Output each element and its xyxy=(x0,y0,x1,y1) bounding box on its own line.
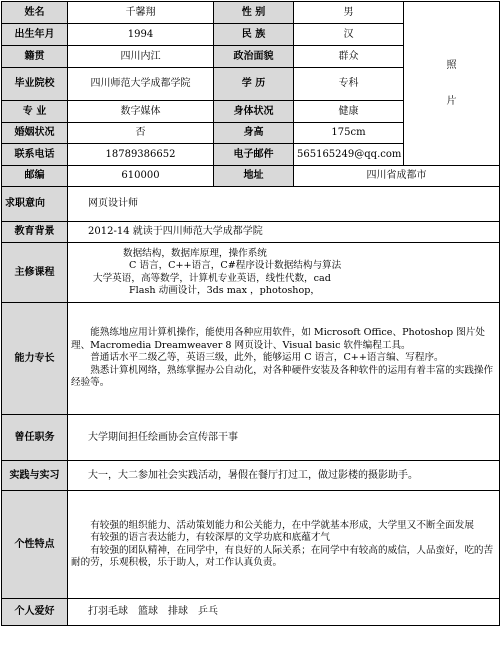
birth-label: 出生年月 xyxy=(2,24,68,46)
positions-label: 曾任职务 xyxy=(2,415,68,461)
degree-label: 学 历 xyxy=(214,68,294,101)
row-positions xyxy=(2,415,500,461)
photo-text-1: 照 xyxy=(446,59,457,71)
political-value: 群众 xyxy=(294,46,404,68)
major-value: 数字媒体 xyxy=(68,101,214,123)
gender-value: 男 xyxy=(294,2,404,24)
traits-paragraph-3: 有较强的团队精神，在同学中，有良好的人际关系；在同学中有较高的威信，人品蛮好，吃的苦耐的劳，乐观积极，乐于助人，对工作认真负责。 xyxy=(71,544,494,568)
courses-label: 主修课程 xyxy=(2,243,68,303)
traits-value xyxy=(68,491,500,599)
hobbies-label: 个人爱好 xyxy=(2,599,68,626)
email-value: 565165249@qq.com xyxy=(294,144,404,166)
ethnicity-label: 民 族 xyxy=(214,24,294,46)
education-label: 教育背景 xyxy=(2,222,68,243)
skills-paragraph-1: 能熟练地应用计算机操作，能使用各种应用软件，如 Microsoft Office、Photoshop 图片处理、Macromedia Dreamweaver 8 网页设计、Visual basic 软件编程工具。 xyxy=(71,327,485,351)
postcode-label: 邮编 xyxy=(2,166,68,187)
native-label: 籍贯 xyxy=(2,46,68,68)
row-education xyxy=(2,222,500,243)
course-line-1: 数据结构，数据库原理，操作系统 xyxy=(123,247,267,259)
traits-label: 个性特点 xyxy=(2,491,68,599)
skills-paragraph-2: 普通话水平二级乙等，英语三级，此外，能够运用 C 语言，C++语言编、写程序。 xyxy=(90,352,444,364)
intent-label: 求职意向 xyxy=(2,187,68,222)
course-line-2: C 语言，C++语言，C#程序设计数据结构与算法 xyxy=(129,260,342,271)
row-courses xyxy=(2,243,500,303)
email-label: 电子邮件 xyxy=(214,144,294,166)
degree-value: 专科 xyxy=(294,68,404,101)
row-intent xyxy=(2,187,500,222)
birth-value: 1994 xyxy=(68,24,214,46)
positions-value: 大学期间担任绘画协会宣传部干事 xyxy=(68,415,500,461)
photo-text-2: 片 xyxy=(446,95,457,107)
major-label: 专 业 xyxy=(2,101,68,123)
practice-value: 大一，大二参加社会实践活动，暑假在餐厅打过工，做过影楼的摄影助手。 xyxy=(68,461,500,491)
health-value: 健康 xyxy=(294,101,404,123)
marital-label: 婚姻状况 xyxy=(2,123,68,144)
traits-paragraph-1: 有较强的组织能力、活动策划能力和公关能力，在中学就基本形成，大学里又不断全面发展 xyxy=(90,519,474,531)
school-value: 四川师范大学成都学院 xyxy=(68,68,214,101)
name-label: 姓名 xyxy=(2,2,68,24)
native-value: 四川内江 xyxy=(68,46,214,68)
phone-value: 18789386652 xyxy=(68,144,214,166)
photo-placeholder xyxy=(404,2,500,166)
skills-label: 能力专长 xyxy=(2,303,68,415)
school-label: 毕业院校 xyxy=(2,68,68,101)
course-line-3: 大学英语，高等数学，计算机专业英语，线性代数，cad xyxy=(93,272,331,284)
practice-label: 实践与实习 xyxy=(2,461,68,491)
row-traits xyxy=(2,491,500,599)
health-label: 身体状况 xyxy=(214,101,294,123)
traits-paragraph-2: 有较强的语言表达能力，有较深厚的文学功底和底蕴才气 xyxy=(90,532,331,543)
skills-value xyxy=(68,303,500,415)
address-label: 地址 xyxy=(214,166,294,187)
resume-form xyxy=(1,1,499,653)
ethnicity-value: 汉 xyxy=(294,24,404,46)
postcode-value: 610000 xyxy=(68,166,214,187)
skills-paragraph-3: 熟悉计算机网络，熟练掌握办公自动化，对各种硬件安装及各种软件的运用有着丰富的实践操作经验等。 xyxy=(71,364,494,389)
row-hobbies xyxy=(2,599,500,626)
hobbies-value: 打羽毛球 篮球 排球 乒乓 xyxy=(68,599,500,626)
course-line-4: Flash 动画设计，3ds max ，photoshop， xyxy=(129,285,320,296)
row-name xyxy=(2,2,500,24)
row-skills xyxy=(2,303,500,415)
gender-label: 性 别 xyxy=(214,2,294,24)
resume-table xyxy=(1,1,500,626)
address-value: 四川省成都市 xyxy=(294,166,500,187)
name-value: 千馨翔 xyxy=(68,2,214,24)
political-label: 政治面貌 xyxy=(214,46,294,68)
courses-value xyxy=(68,243,500,303)
education-value: 2012-14 就读于四川师范大学成都学院 xyxy=(68,222,500,243)
row-postcode xyxy=(2,166,500,187)
marital-value: 否 xyxy=(68,123,214,144)
intent-value: 网页设计师 xyxy=(68,187,500,222)
height-value: 175cm xyxy=(294,123,404,144)
phone-label: 联系电话 xyxy=(2,144,68,166)
height-label: 身高 xyxy=(214,123,294,144)
row-practice xyxy=(2,461,500,491)
